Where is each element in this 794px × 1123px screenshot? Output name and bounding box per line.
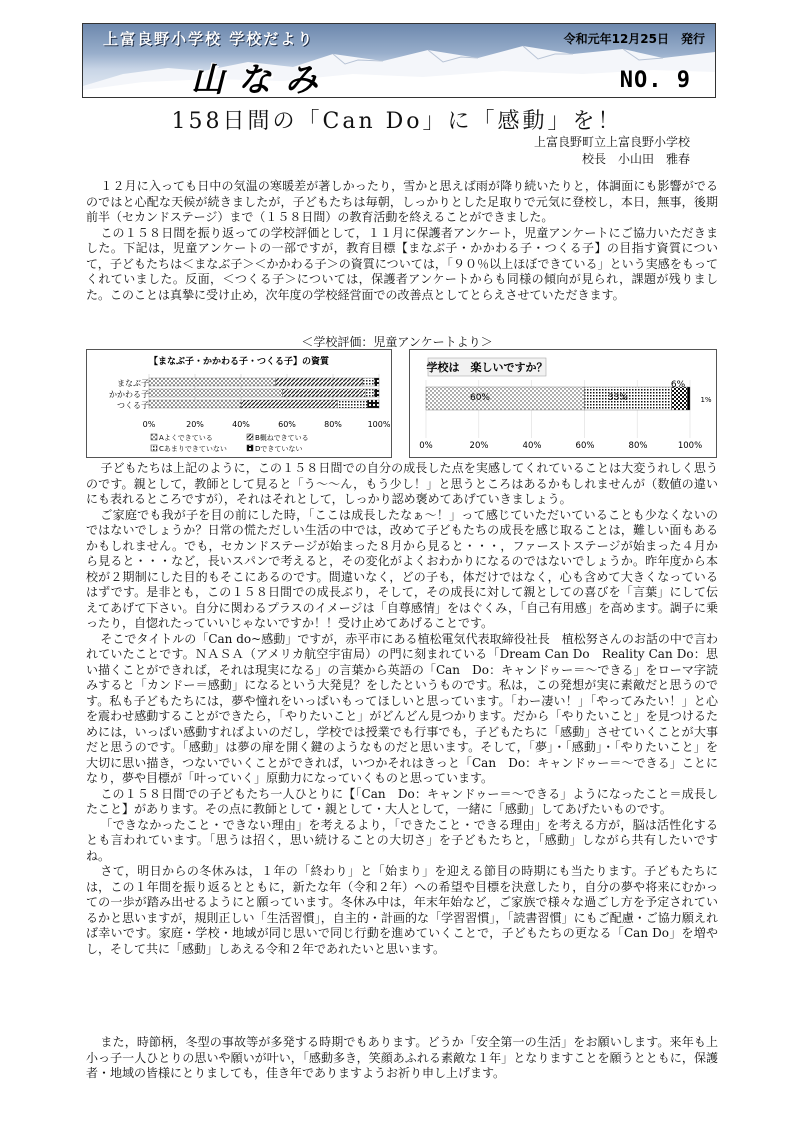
survey-title: ＜学校評価：児童アンケートより＞ — [301, 335, 493, 349]
x-tick-label: 0% — [142, 420, 156, 429]
enjoyment-chart-bars — [426, 387, 690, 410]
x-tick-label: 40% — [232, 420, 250, 429]
masthead-title: 山なみ — [191, 60, 332, 98]
data-label-6: 6% — [670, 380, 686, 390]
intro-section — [86, 179, 718, 303]
issue-number: NO. 9 — [619, 68, 691, 93]
legend-swatch — [151, 445, 157, 451]
x-tick-label: 40% — [522, 441, 542, 451]
masthead-banner — [82, 23, 716, 98]
legend-label-a: Aよくできている — [159, 434, 213, 442]
legend-label-c: Cあまりできていない — [159, 445, 227, 453]
qualities-chart-x-axis — [143, 420, 391, 429]
school-enjoyment-chart — [409, 349, 717, 458]
qualities-chart-svg — [87, 350, 391, 457]
x-tick-label: 60% — [278, 420, 296, 429]
body-paragraph-4: この１５８日間での子どもたち一人ひとりに【「Can Do：キャンドゥー＝～できる」ようになったこと＝成長したこと】があります。その点に教師として・親として・大人として，一緒に「感動」してあげたいものです。 — [86, 786, 718, 816]
bar-segment — [338, 400, 368, 408]
body-paragraph-2: ご家庭でも我が子を目の前にした時，「ここは成長したなぁ～！」って感じていただいていることも少なくないのではないでしょうか？日常の慌ただしい生活の中では，改めて子どもたちの成長を感じ取ることは，難しい面もあるかもしれません。でも，セカンドステージが始まった８月から見ると・・・，ファーストステージが始まった４月から見ると・・・など，長いスパンで考えると，その変化がよくおわかりになるのではないでしょうか。昨年度から本校が２期制にした目的もそこにあるのです。間違いなく，どの子も，体だけではなく，心も含めて大きくなっているはずです。是非とも，この１５８日間での成長ぶり，そして，その成長に対して親としての喜びを「言葉」にして伝えてあげて下さい。自分に関わるプラスのイメージは「自尊感情」をはぐくみ，「自己有用感」を高めます。調子に乗ったり，自惚れたっていいじゃないですか！！受け止めてあげることです。 — [86, 507, 718, 630]
x-tick-label: 20% — [186, 420, 204, 429]
x-tick-label: 100% — [367, 420, 391, 429]
x-tick-label: 100% — [677, 441, 703, 451]
data-label-1: 1% — [700, 396, 712, 404]
bar-segment — [276, 378, 363, 386]
bar-segment — [426, 387, 584, 410]
category-label-tsukuruko: つくる子 — [117, 401, 149, 410]
article-headline: 158日間の「Can Do」に「感動」を！ — [171, 109, 623, 134]
x-tick-label: 20% — [469, 441, 489, 451]
x-tick-label: 80% — [628, 441, 648, 451]
bar-segment — [149, 378, 276, 386]
issue-date: 令和元年12月25日 発行 — [563, 32, 705, 46]
legend-label-b: B概ねできている — [255, 434, 309, 442]
x-tick-label: 0% — [419, 441, 433, 451]
bar-segment — [672, 387, 688, 410]
school-enjoyment-chart-svg — [410, 350, 716, 457]
bar-segment — [282, 389, 365, 397]
bar-segment — [363, 378, 375, 386]
legend-swatch — [151, 434, 157, 440]
main-article-body — [86, 461, 718, 957]
intro-paragraph-2: この１５８日間を振り返っての学校評価として，１１月に保護者アンケート，児童アンケートにご協力いただきました。下記は，児童アンケートの一部ですが，教育目標【まなぶ子・かかわる子・つくる子】の目指す資質について，子どもたちは＜まなぶ子＞＜かかわる子＞の資質については，「９０％以上ほぼできている」という実感をもってくれていました。反面，＜つくる子＞については，保護者アンケートからも同様の傾向が見られ，課題が残りました。このことは真摯に受け止め，次年度の学校経営面での改善点としてとらえさせていただきます。 — [86, 225, 718, 302]
category-label-kakawaruko: かかわる子 — [109, 390, 149, 399]
body-paragraph-5: 「できなかったこと・できない理由」を考えるより，「できたこと・できる理由」を考える方が，脳は活性化するとも言われています。「思うは招く，思い続けることの大切さ」を子どもたちと，「感動」しながら共有したいですね。 — [86, 817, 718, 863]
category-label-manabuko: まなぶ子 — [117, 379, 149, 388]
school-newsletter-name: 上富良野小学校 学校だより — [103, 30, 315, 48]
author-name: 校長 小山田 雅春 — [581, 152, 690, 166]
data-label-33: 33% — [607, 393, 629, 403]
body-paragraph-6: さて，明日からの冬休みは，１年の「終わり」と「始まり」を迎える節目の時期にも当たります。子どもたちには，この１年間を振り返るとともに，新たな年（令和２年）への希望や目標を決意したり，自分の夢や将来にむかっての一歩が踏み出せるようにと願っています。冬休み中は，年末年始など，ご家族で様々な過ごし方を予定されているかと思いますが，規則正しい「生活習慣」，自主的・計画的な「学習習慣」，「読書習慣」にもご配慮・ご協力願えれば幸いです。家庭・学校・地域が同じ思いで同じ行動を進めていくことで，子どもたちの更なる「Can Do」を増やし，そして共に「感動」しあえる令和２年であれたいと思います。 — [86, 864, 718, 956]
body-paragraph-3: そこでタイトルの「Can do~感動」ですが，赤平市にある植松電気代表取締役社長 植松努さんのお話の中で言われていたことです。ＮＡＳＡ（アメリカ航空宇宙局）の門に刻まれている「Dream Can Do Reality Can Do：思い描くことができれば，それは現実になる」の言葉から英語の「Can Do：キャンドゥー＝～できる」をローマ字読みすると「カンドー＝感動」になるという大発見？をしたというものです。私は，この発想が実に素敵だと思うのです。私も子どもたちには，夢や憧れをいっぱいもってほしいと思っています。「わー凄い！」「やってみたい！」と心を震わせ感動することができたら，「やりたいこと」がどんどん見つかります。だから「やりたいこと」を見つけるためには，いっぱい感動すればよいのだし，学校では授業でも行事でも，子どもたちに「感動」させていくことが大事だと思うのです。「感動」は夢の扉を開く鍵のようなものだと思います。そして，「夢」・「感動」・「やりたいこと」を大切に思い描き，つないでいくことができれば，いつかそれはきっと「Can Do：キャンドゥー＝～できる」ことになり，夢や目標が「叶っていく」原動力になっていくものと思っています。 — [86, 631, 718, 785]
bar-segment — [149, 400, 241, 408]
x-tick-label: 60% — [575, 441, 595, 451]
bar-segment — [149, 389, 282, 397]
bar-segment — [241, 400, 338, 408]
body-paragraph-1: 子どもたちは上記のように，この１５８日間での自分の成長した点を実感してくれていることは大変うれしく思うのです。親として，教師として見ると「う～～ん，もう少し！」と思うところはあるかもしれませんが（数値の違いにも表れるところですが），それはそれとして，しっかり認め褒めてあげていきましょう。 — [86, 461, 718, 506]
qualities-chart-legend — [151, 433, 309, 453]
enjoyment-chart-title: 学校は 楽しいですか？ — [426, 361, 548, 374]
bar-segment — [687, 387, 690, 410]
intro-paragraph-1: １２月に入っても日中の気温の寒暖差が著しかったり，雪かと思えば雨が降り続いたりと，体調面にも影響がでるのではと心配な天候が続きましたが，子どもたちは毎朝，しっかりとした足取りで元気に登校し，本日，無事，後期前半（セカンドステージ）まで（１５８日間）の教育活動を終えることができました。 — [86, 179, 718, 224]
qualities-chart-title: 【まなぶ子・かかわる子・つくる子】の資質 — [148, 357, 330, 367]
data-label-60: 60% — [469, 393, 491, 403]
legend-label-d: Dできていない — [255, 445, 303, 453]
bar-segment — [374, 389, 379, 397]
author-school: 上富良野町立上富良野小学校 — [533, 135, 690, 149]
bar-segment — [365, 389, 374, 397]
closing-paragraph: また，時節柄，冬型の事故等が多発する時期でもあります。どうか「安全第一の生活」をお願いします。来年も上小っ子一人ひとりの思いや願いが叶い，「感動多き，笑顔あふれる素敵な１年」となりますことを願うとともに，保護者・地域の皆様にとりましても，佳き年でありますようお祈り申し上げます。 — [86, 1035, 718, 1080]
legend-swatch — [247, 434, 253, 440]
qualities-chart-bars — [149, 378, 379, 408]
enjoyment-chart-x-axis — [419, 441, 702, 451]
closing-section — [86, 1035, 718, 1082]
legend-swatch — [247, 445, 253, 451]
bar-segment — [368, 400, 380, 408]
x-tick-label: 80% — [324, 420, 342, 429]
qualities-chart — [86, 349, 392, 458]
bar-segment — [374, 378, 379, 386]
